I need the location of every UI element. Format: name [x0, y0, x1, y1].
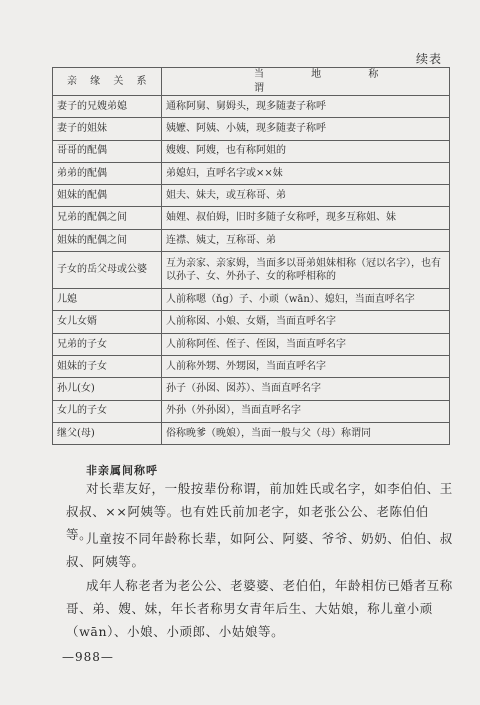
relationship-cell: 姐妹的子女 [53, 355, 162, 377]
table-row [53, 185, 450, 207]
relationship-cell: 子女的岳父母或公婆 [53, 252, 162, 289]
relationship-cell: 弟弟的配偶 [53, 162, 162, 184]
relationship-cell: 妻子的姐妹 [53, 118, 162, 140]
table-row [53, 289, 450, 311]
relationship-cell: 姐妹的配偶 [53, 185, 162, 207]
table-row [53, 162, 450, 184]
header-relationship: 亲 缘 关 系 [53, 68, 162, 96]
table-row [53, 140, 450, 162]
continued-label: 续表 [415, 52, 442, 66]
term-cell: 姐夫、妹夫，或互称哥、弟 [162, 185, 450, 207]
term-cell: 妯娌、叔伯姆，旧时多随子女称呼，现多互称姐、妹 [162, 207, 450, 229]
table-row [53, 422, 450, 444]
table-row [53, 118, 450, 140]
table-row [53, 400, 450, 422]
term-cell: 弟媳妇，直呼名字或××妹 [162, 162, 450, 184]
relationship-cell: 女儿的子女 [53, 400, 162, 422]
table-row [53, 378, 450, 400]
term-cell: 人前称外甥、外甥囡，当面直呼名字 [162, 355, 450, 377]
body-paragraph: 儿童按不同年龄称长辈，如阿公、阿婆、爷爷、奶奶、伯伯、叔叔、阿姨等。 [66, 531, 453, 569]
term-cell: 通称阿舅、舅姆头，现多随妻子称呼 [162, 96, 450, 118]
term-cell: 人前称阿侄、侄子、侄囡，当面直呼名字 [162, 333, 450, 355]
relationship-cell: 孙儿(女) [53, 378, 162, 400]
table-row [53, 355, 450, 377]
term-cell: 姨嬷、阿姨、小姨，现多随妻子称呼 [162, 118, 450, 140]
table-row [53, 311, 450, 333]
term-cell: 俗称晚爹（晚娘），当面一般与父（母）称谓同 [162, 422, 450, 444]
term-cell: 连襟、姨丈，互称哥、弟 [162, 229, 450, 251]
relationship-cell: 继父(母) [53, 422, 162, 444]
relationship-cell: 妻子的兄嫂弟媳 [53, 96, 162, 118]
term-cell: 外孙（外孙囡），当面直呼名字 [162, 400, 450, 422]
term-cell: 人前称囡、小娘、女婿，当面直呼名字 [162, 311, 450, 333]
relationship-cell: 兄弟的配偶之间 [53, 207, 162, 229]
table-row [53, 229, 450, 251]
table-row [53, 96, 450, 118]
table-header-row [53, 68, 450, 96]
relationship-cell: 女儿女婿 [53, 311, 162, 333]
table-row [53, 207, 450, 229]
term-cell: 嫂嫂、阿嫂，也有称阿姐的 [162, 140, 450, 162]
term-cell: 人前称嗯（ňg）子、小顽（wān）、媳妇，当面直呼名字 [162, 289, 450, 311]
section-title: 非亲属间称呼 [86, 464, 158, 477]
table-row [53, 252, 450, 289]
relationship-cell: 姐妹的配偶之间 [53, 229, 162, 251]
kinship-terms-table [52, 67, 450, 445]
term-cell: 孙子（孙囡、囡苏）、当面直呼名字 [162, 378, 450, 400]
relationship-cell: 兄弟的子女 [53, 333, 162, 355]
body-paragraph: 对长辈友好，一般按辈份称谓，前加姓氏或名字，如李伯伯、王叔叔、××阿姨等。也有姓氏前加老字，如老张公公、老陈伯伯等。 [66, 481, 453, 542]
relationship-cell: 哥哥的配偶 [53, 140, 162, 162]
relationship-cell: 儿媳 [53, 289, 162, 311]
body-paragraph: 成年人称老者为老公公、老婆婆、老伯伯，年龄相仿已婚者互称哥、弟、嫂、妹，年长者称男女青年后生、大姑娘，称儿童小顽（wān）、小娘、小顽郎、小姑娘等。 [66, 578, 453, 639]
table-row [53, 333, 450, 355]
page-number: —988— [62, 650, 114, 664]
term-cell: 互为亲家、亲家姆，当面多以哥弟姐妹相称（冠以名字），也有以孙子、女、外孙子、女的称呼相称的 [162, 252, 450, 289]
header-local-term: 当 地 称 谓 [162, 68, 450, 96]
